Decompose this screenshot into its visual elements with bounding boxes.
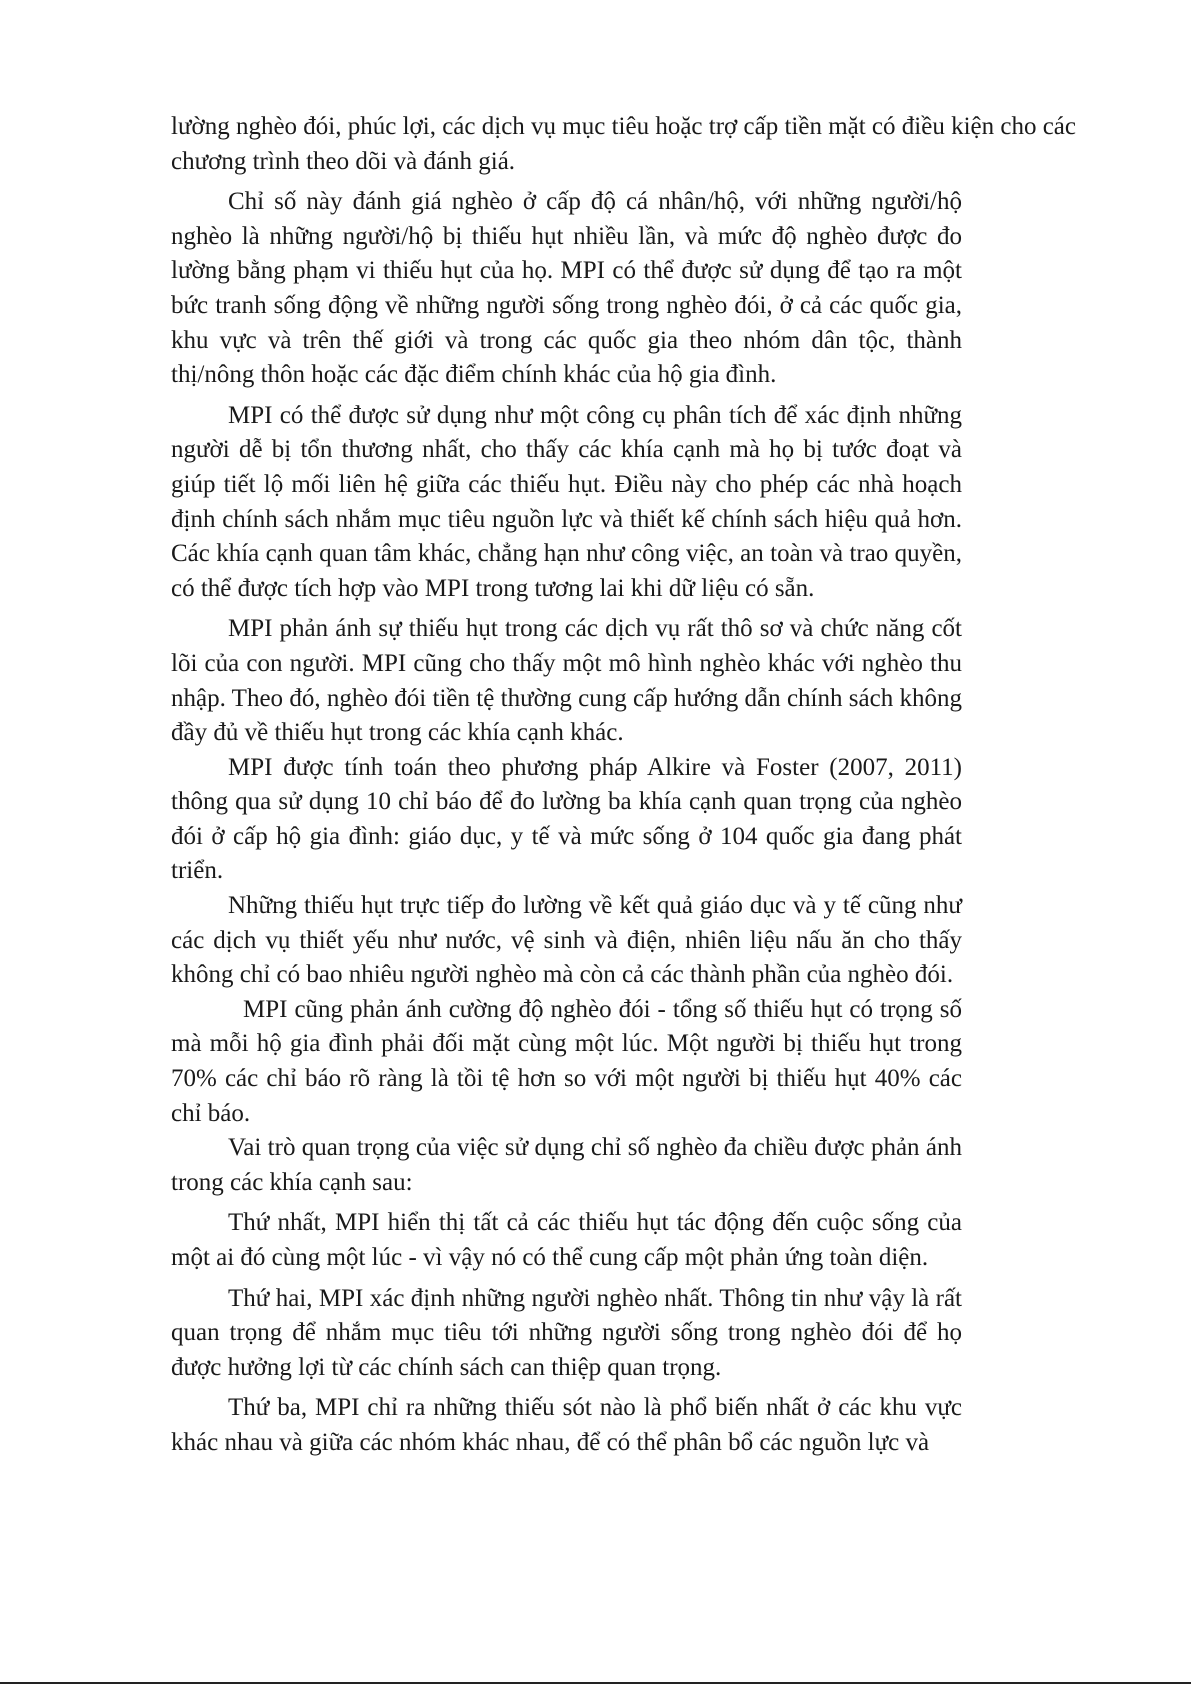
paragraph-3: MPI có thể được sử dụng như một công cụ phân tích để xác định những người dễ bị tổn thương nhất, cho thấy các khía cạnh mà họ bị tước đoạt và giúp tiết lộ mối liên hệ giữa các thiếu hụt. Điều này cho phép các nhà hoạch định chính sách nhắm mục tiêu nguồn lực và thiết kế chính sách hiệu quả hơn. Các khía cạnh quan tâm khác, chẳng hạn như công việc, an toàn và trao quyền, có thể được tích hợp vào MPI trong tương lai khi dữ liệu có sẵn. [171,401,962,602]
document-body [171,110,1076,1461]
paragraph-10: Thứ hai, MPI xác định những người nghèo nhất. Thông tin như vậy là rất quan trọng để nhắm mục tiêu tới những người sống trong nghèo đói để họ được hưởng lợi từ các chính sách can thiệp quan trọng. [171,1284,962,1381]
bottom-page-rule [0,1682,1191,1684]
paragraph-11: Thứ ba, MPI chỉ ra những thiếu sót nào là phổ biến nhất ở các khu vực khác nhau và giữa các nhóm khác nhau, để có thể phân bổ các nguồn lực và [171,1394,962,1456]
paragraph-2: Chỉ số này đánh giá nghèo ở cấp độ cá nhân/hộ, với những người/hộ nghèo là những người/hộ bị thiếu hụt nhiều lần, và mức độ nghèo được đo lường bằng phạm vi thiếu hụt của họ. MPI có thể được sử dụng để tạo ra một bức tranh sống động về những người sống trong nghèo đói, ở cả các quốc gia, khu vực và trên thế giới và trong các quốc gia theo nhóm dân tộc, thành thị/nông thôn hoặc các đặc điểm chính khác của hộ gia đình. [171,188,962,389]
paragraph-8: Vai trò quan trọng của việc sử dụng chỉ số nghèo đa chiều được phản ánh trong các khía cạnh sau: [171,1134,962,1196]
paragraph-1: lường nghèo đói, phúc lợi, các dịch vụ mục tiêu hoặc trợ cấp tiền mặt có điều kiện cho các chương trình theo dõi và đánh giá. [171,113,1076,175]
paragraph-6: Những thiếu hụt trực tiếp đo lường về kết quả giáo dục và y tế cũng như các dịch vụ thiết yếu như nước, vệ sinh và điện, nhiên liệu nấu ăn cho thấy không chỉ có bao nhiêu người nghèo mà còn cả các thành phần của nghèo đói. [171,892,962,989]
paragraph-4: MPI phản ánh sự thiếu hụt trong các dịch vụ rất thô sơ và chức năng cốt lõi của con người. MPI cũng cho thấy một mô hình nghèo khác với nghèo thu nhập. Theo đó, nghèo đói tiền tệ thường cung cấp hướng dẫn chính sách không đầy đủ về thiếu hụt trong các khía cạnh khác. [171,615,962,747]
paragraph-7: MPI cũng phản ánh cường độ nghèo đói - tổng số thiếu hụt có trọng số mà mỗi hộ gia đình phải đối mặt cùng một lúc. Một người bị thiếu hụt trong 70% các chỉ báo rõ ràng là tồi tệ hơn so với một người bị thiếu hụt 40% các chỉ báo. [171,995,962,1127]
paragraph-9: Thứ nhất, MPI hiển thị tất cả các thiếu hụt tác động đến cuộc sống của một ai đó cùng một lúc - vì vậy nó có thể cung cấp một phản ứng toàn diện. [171,1209,962,1271]
paragraph-5: MPI được tính toán theo phương pháp Alkire và Foster (2007, 2011) thông qua sử dụng 10 chỉ báo để đo lường ba khía cạnh quan trọng của nghèo đói ở cấp hộ gia đình: giáo dục, y tế và mức sống ở 104 quốc gia đang phát triển. [171,753,962,885]
